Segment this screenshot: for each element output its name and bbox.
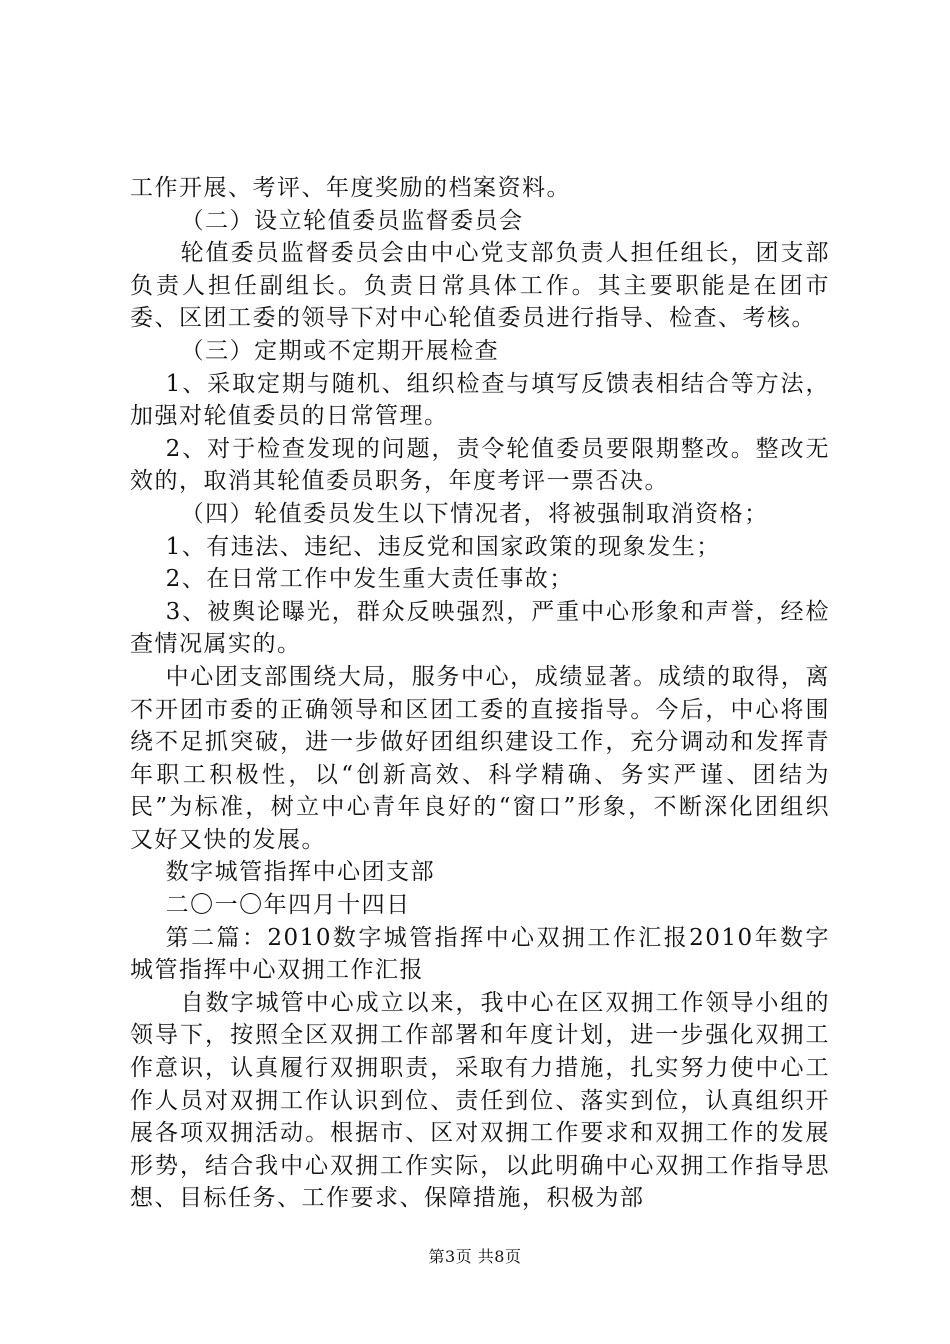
paragraph-archive-materials: 工作开展、考评、年度奖励的档案资料。 [130, 175, 571, 201]
list-item-disqualification-2: 2、在日常工作中发生重大责任事故； [165, 566, 574, 593]
heading-supervision-committee: （二）设立轮值委员监督委员会 [180, 207, 524, 234]
signature-organization: 数字城管指挥中心团支部 [165, 859, 436, 886]
heading-disqualification: （四）轮值委员发生以下情况者，将被强制取消资格； [180, 500, 769, 527]
paragraph-summary: 中心团支部围绕大局，服务中心，成绩显著。成绩的取得，离不开团市委的正确领导和区团工委的直接指导。今后，中心将围绕不足抓突破，进一步做好团组织建设工作，充分调动和发挥青年职工积极性，以“创新高效、科学精确、务实严谨、团结为民”为标准，树立中心青年良好的“窗口”形象，不断深化团组织又好又快的发展。 [130, 663, 830, 853]
paragraph-part-two-intro: 自数字城管中心成立以来，我中心在区双拥工作领导小组的领导下，按照全区双拥工作部署和年度计划，进一步强化双拥工作意识，认真履行双拥职责，采取有力措施，扎实努力使中心工作人员对双拥工作认识到位、责任到位、落实到位，认真组织开展各项双拥活动。根据市、区对双拥工作要求和双拥工作的发展形势，结合我中心双拥工作实际，以此明确中心双拥工作指导思想、目标任务、工作要求、保障措施，积极为部 [130, 989, 830, 1212]
paragraph-committee-duties: 轮值委员监督委员会由中心党支部负责人担任组长，团支部负责人担任副组长。负责日常具体工作。其主要职能是在团市委、区团工委的领导下对中心轮值委员进行指导、检查、考核。 [130, 240, 830, 332]
list-item-disqualification-1: 1、有违法、违纪、违反党和国家政策的现象发生； [165, 533, 721, 560]
document-body [130, 172, 830, 1215]
heading-inspections: （三）定期或不定期开展检查 [180, 337, 500, 364]
section-title-part-two: 第二篇：2010数字城管指挥中心双拥工作汇报2010年数字城管指挥中心双拥工作汇报 [130, 924, 830, 984]
list-item-inspection-2: 2、对于检查发现的问题，责令轮值委员要限期整改。整改无效的，取消其轮值委员职务，年度考评一票否决。 [130, 435, 830, 495]
signature-date: 二〇一〇年四月十四日 [165, 892, 411, 919]
page-number-footer: 第3页 共8页 [428, 1247, 522, 1266]
list-item-inspection-1: 1、采取定期与随机、组织检查与填写反馈表相结合等方法，加强对轮值委员的日常管理。 [130, 370, 830, 430]
list-item-disqualification-3: 3、被舆论曝光，群众反映强烈，严重中心形象和声誉，经检查情况属实的。 [130, 598, 830, 658]
